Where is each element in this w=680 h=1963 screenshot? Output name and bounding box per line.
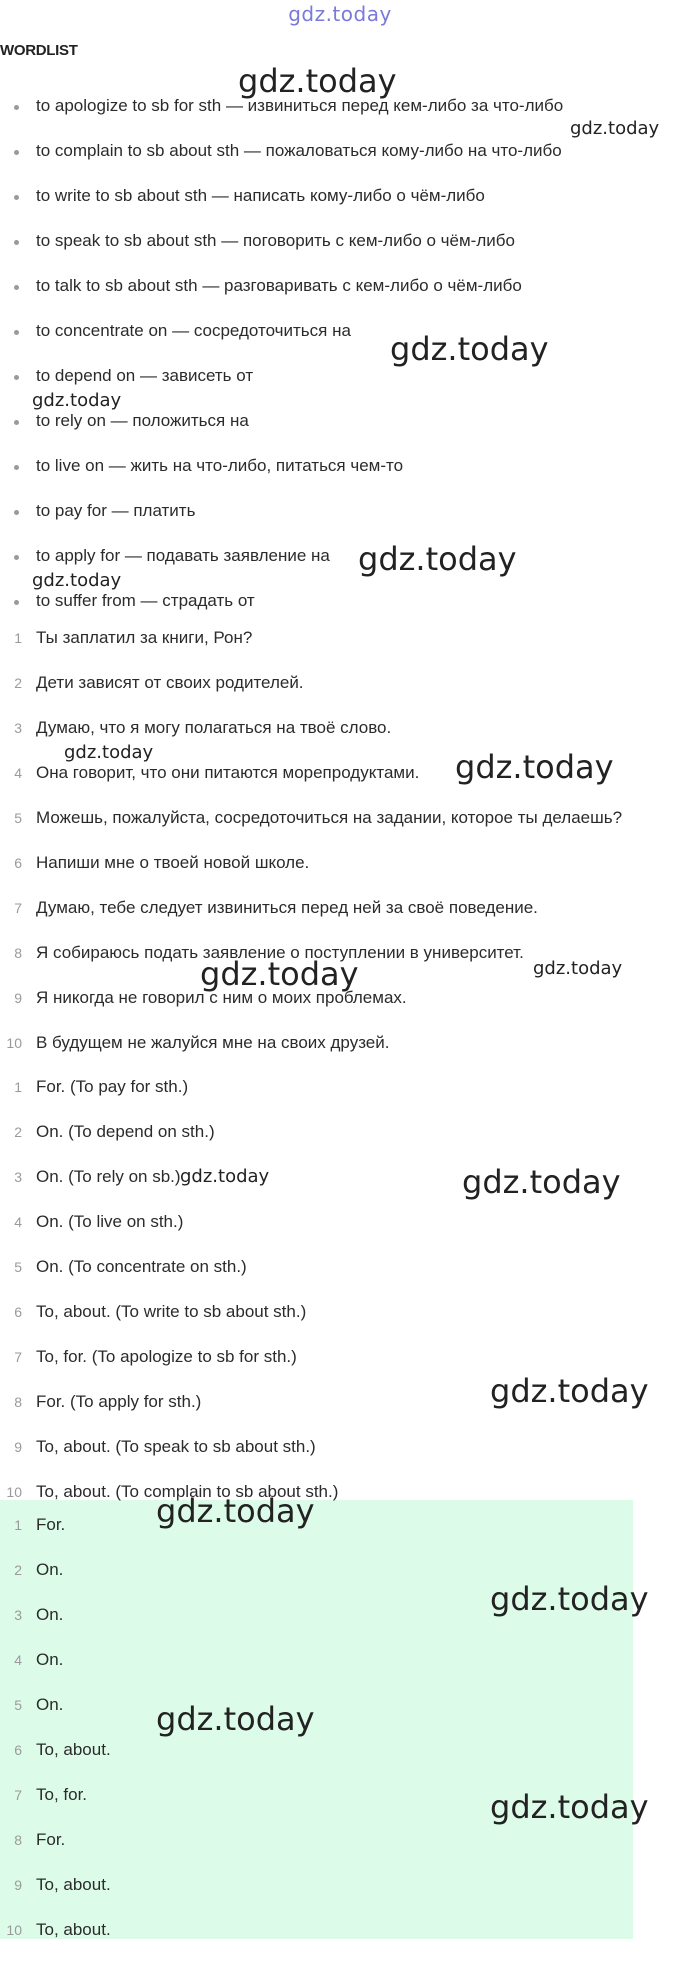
wordlist-item-text: to complain to sb about sth — пожаловаться кому-либо на что-либо xyxy=(36,141,562,160)
answer-item-text: To, about. (To speak to sb about sth.) xyxy=(36,1437,316,1456)
watermark: gdz.today xyxy=(490,1580,649,1618)
answer-item xyxy=(0,1255,680,1300)
watermark: gdz.today xyxy=(358,540,517,578)
item-number: 4 xyxy=(14,765,22,781)
translation-item-text: Можешь, пожалуйста, сосредоточиться на задании, которое ты делаешь? xyxy=(36,808,623,827)
bullet-icon xyxy=(14,330,19,335)
answer-item-text: On. (To rely on sb.) xyxy=(36,1167,181,1186)
wordlist-item xyxy=(0,139,680,184)
wordlist-item-text: to depend on — зависеть от xyxy=(36,366,254,385)
wordlist-item xyxy=(0,499,680,544)
translation-item-text: Думаю, что я могу полагаться на твоё слово. xyxy=(36,718,392,737)
bullet-icon xyxy=(14,375,19,380)
short-answer-item xyxy=(0,1603,680,1648)
bullet-icon xyxy=(14,240,19,245)
answer-item xyxy=(0,1390,680,1435)
item-number: 6 xyxy=(14,1742,22,1758)
item-number: 8 xyxy=(14,1832,22,1848)
item-number: 7 xyxy=(14,1787,22,1803)
translation-item xyxy=(0,626,680,671)
short-answer-item-text: To, about. xyxy=(36,1740,111,1759)
short-answer-item xyxy=(0,1648,680,1693)
item-number: 7 xyxy=(14,900,22,916)
item-number: 2 xyxy=(14,1124,22,1140)
short-answer-list xyxy=(0,1513,680,1963)
translation-item-text: Я собираюсь подать заявление о поступлении в университет. xyxy=(36,943,524,962)
translation-item-text: Она говорит, что они питаются морепродуктами. xyxy=(36,763,420,782)
wordlist-item xyxy=(0,364,680,409)
answer-item-text: For. (To pay for sth.) xyxy=(36,1077,189,1096)
short-answer-item-text: To, for. xyxy=(36,1785,88,1804)
bullet-icon xyxy=(14,195,19,200)
short-answer-item-text: For. xyxy=(36,1830,66,1849)
translation-item xyxy=(0,671,680,716)
short-answer-item-text: On. xyxy=(36,1650,64,1669)
answer-item-text: To, about. (To write to sb about sth.) xyxy=(36,1302,307,1321)
item-number: 7 xyxy=(14,1349,22,1365)
item-number: 1 xyxy=(14,1517,22,1533)
short-answer-item-text: On. xyxy=(36,1695,64,1714)
watermark: gdz.today xyxy=(32,390,122,411)
bullet-icon xyxy=(14,465,19,470)
item-number: 3 xyxy=(14,1169,22,1185)
item-number: 9 xyxy=(14,1439,22,1455)
answer-item-text: To, for. (To apologize to sb for sth.) xyxy=(36,1347,297,1366)
translation-item xyxy=(0,806,680,851)
item-number: 6 xyxy=(14,855,22,871)
item-number: 5 xyxy=(14,810,22,826)
item-number: 4 xyxy=(14,1214,22,1230)
short-answer-item xyxy=(0,1738,680,1783)
bullet-icon xyxy=(14,600,19,605)
translation-item xyxy=(0,1031,680,1076)
wordlist-item-text: to talk to sb about sth — разговаривать с кем-либо о чём-либо xyxy=(36,276,522,295)
short-answer-item-text: To, about. xyxy=(36,1875,111,1894)
bullet-icon xyxy=(14,105,19,110)
answer-item xyxy=(0,1345,680,1390)
wordlist-item-text: to write to sb about sth — написать кому-либо о чём-либо xyxy=(36,186,485,205)
item-number: 8 xyxy=(14,945,22,961)
watermark: gdz.today xyxy=(455,748,614,786)
translation-item xyxy=(0,986,680,1031)
item-number: 1 xyxy=(14,1079,22,1095)
short-answer-item-text: For. xyxy=(36,1515,66,1534)
watermark: gdz.today xyxy=(180,1166,270,1187)
short-answer-item xyxy=(0,1693,680,1738)
wordlist-item-text: to rely on — положиться на xyxy=(36,411,249,430)
short-answer-item xyxy=(0,1783,680,1828)
wordlist-item xyxy=(0,184,680,229)
translation-item xyxy=(0,941,680,986)
translation-item-text: Дети зависят от своих родителей. xyxy=(36,673,304,692)
bullet-icon xyxy=(14,150,19,155)
translation-item xyxy=(0,896,680,941)
short-answer-item xyxy=(0,1513,680,1558)
wordlist-item xyxy=(0,319,680,364)
watermark: gdz.today xyxy=(200,955,359,993)
item-number: 3 xyxy=(14,720,22,736)
wordlist-item-text: to pay for — платить xyxy=(36,501,196,520)
wordlist-item-text: to suffer from — страдать от xyxy=(36,591,255,610)
answer-item xyxy=(0,1300,680,1345)
answer-item-text: On. (To depend on sth.) xyxy=(36,1122,215,1141)
translation-item xyxy=(0,851,680,896)
answer-item xyxy=(0,1435,680,1480)
item-number: 10 xyxy=(6,1035,22,1051)
watermark: gdz.today xyxy=(462,1163,621,1201)
watermark: gdz.today xyxy=(238,62,397,100)
answer-item xyxy=(0,1075,680,1120)
watermark: gdz.today xyxy=(156,1492,315,1530)
answer-list xyxy=(0,1075,680,1525)
translation-item-text: Ты заплатил за книги, Рон? xyxy=(36,628,253,647)
item-number: 6 xyxy=(14,1304,22,1320)
translation-item xyxy=(0,761,680,806)
short-answer-item-text: On. xyxy=(36,1605,64,1624)
answer-item-text: For. (To apply for sth.) xyxy=(36,1392,202,1411)
wordlist-item-text: to apply for — подавать заявление на xyxy=(36,546,330,565)
watermark: gdz.today xyxy=(156,1700,315,1738)
item-number: 10 xyxy=(6,1484,22,1500)
wordlist-item-text: to concentrate on — сосредоточиться на xyxy=(36,321,351,340)
translation-item-text: Напиши мне о твоей новой школе. xyxy=(36,853,310,872)
item-number: 5 xyxy=(14,1697,22,1713)
wordlist-item-text: to live on — жить на что-либо, питаться чем-то xyxy=(36,456,404,475)
watermark: gdz.today xyxy=(390,330,549,368)
wordlist-item xyxy=(0,229,680,274)
translation-item-text: Я никогда не говорил с ним о моих проблемах. xyxy=(36,988,407,1007)
short-answer-item xyxy=(0,1558,680,1603)
wordlist-item xyxy=(0,454,680,499)
short-answer-item xyxy=(0,1873,680,1918)
answer-item xyxy=(0,1120,680,1165)
item-number: 1 xyxy=(14,630,22,646)
answer-item xyxy=(0,1210,680,1255)
wordlist xyxy=(0,94,680,634)
watermark: gdz.today xyxy=(490,1372,649,1410)
item-number: 10 xyxy=(6,1922,22,1938)
wordlist-item xyxy=(0,544,680,589)
item-number: 5 xyxy=(14,1259,22,1275)
answer-item-text: On. (To live on sth.) xyxy=(36,1212,184,1231)
item-number: 2 xyxy=(14,1562,22,1578)
watermark: gdz.today xyxy=(570,118,660,139)
item-number: 4 xyxy=(14,1652,22,1668)
short-answer-item-text: On. xyxy=(36,1560,64,1579)
bullet-icon xyxy=(14,420,19,425)
bullet-icon xyxy=(14,555,19,560)
item-number: 3 xyxy=(14,1607,22,1623)
short-answer-item xyxy=(0,1828,680,1873)
item-number: 9 xyxy=(14,1877,22,1893)
translation-item-text: В будущем не жалуйся мне на своих друзей. xyxy=(36,1033,390,1052)
watermark: gdz.today xyxy=(533,958,623,979)
wordlist-item xyxy=(0,409,680,454)
watermark: gdz.today xyxy=(490,1788,649,1826)
item-number: 9 xyxy=(14,990,22,1006)
item-number: 8 xyxy=(14,1394,22,1410)
translation-item xyxy=(0,716,680,761)
short-answer-item xyxy=(0,1918,680,1963)
wordlist-item-text: to apologize to sb for sth — извиниться перед кем-либо за что-либо xyxy=(36,96,564,115)
watermark: gdz.today xyxy=(64,742,154,763)
site-logo[interactable]: gdz.today xyxy=(288,2,392,26)
short-answer-item-text: To, about. xyxy=(36,1920,111,1939)
answer-item-text: To, about. (To complain to sb about sth.) xyxy=(36,1482,339,1501)
wordlist-item xyxy=(0,94,680,139)
answer-item-text: On. (To concentrate on sth.) xyxy=(36,1257,247,1276)
wordlist-heading: WORDLIST xyxy=(0,42,78,59)
watermark: gdz.today xyxy=(32,570,122,591)
answer-item xyxy=(0,1165,680,1210)
wordlist-item xyxy=(0,274,680,319)
wordlist-item-text: to speak to sb about sth — поговорить с кем-либо о чём-либо xyxy=(36,231,515,250)
translation-list xyxy=(0,626,680,1076)
bullet-icon xyxy=(14,510,19,515)
item-number: 2 xyxy=(14,675,22,691)
translation-item-text: Думаю, тебе следует извиниться перед ней за своё поведение. xyxy=(36,898,538,917)
bullet-icon xyxy=(14,285,19,290)
